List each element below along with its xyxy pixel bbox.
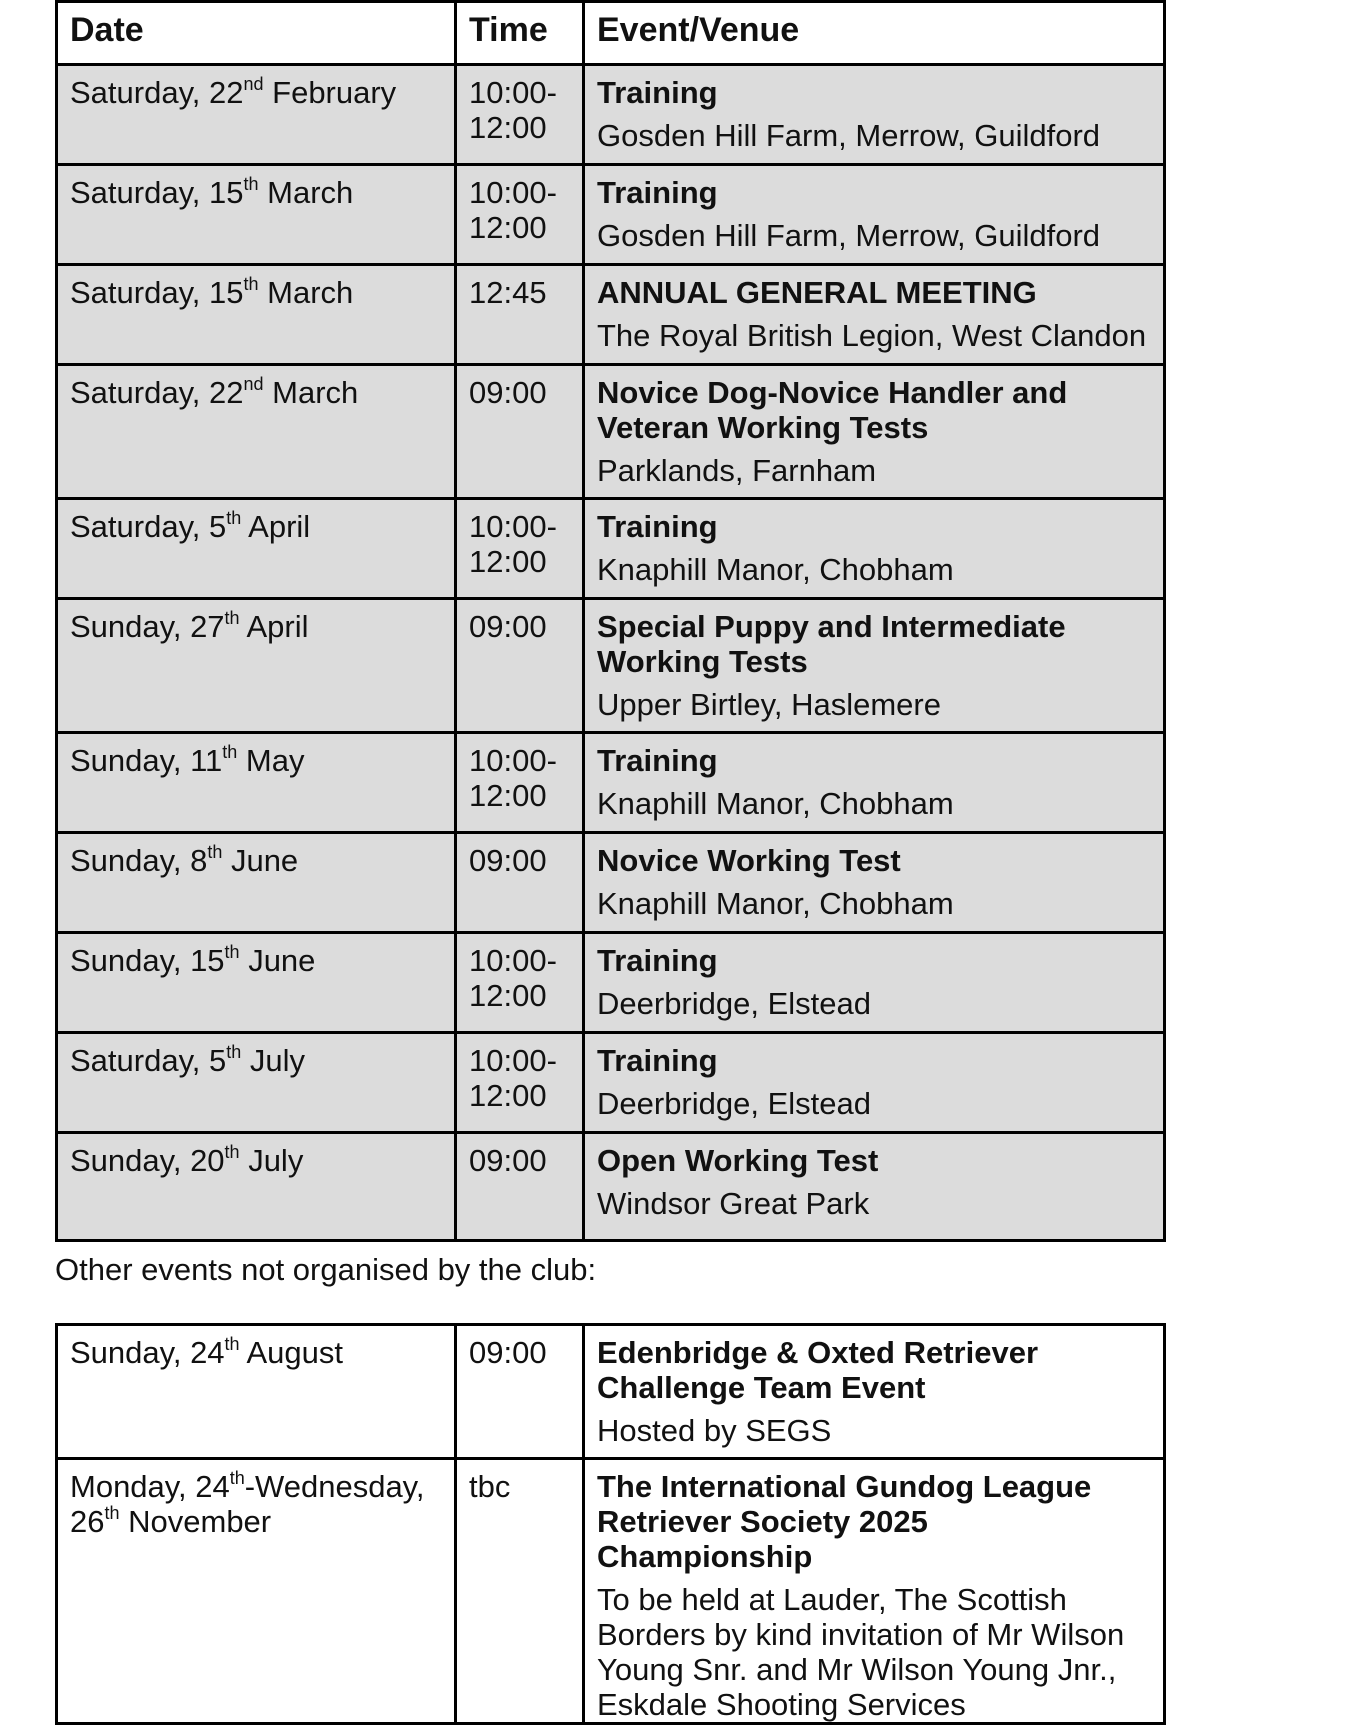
time-value: tbc [469,1469,511,1504]
ordinal-suffix: th [104,1502,120,1523]
event-venue [584,833,1165,933]
event-time [456,65,584,165]
date-day: Sunday, 27 [70,609,225,644]
venue-text: To be held at Lauder, The Scottish Borders by kind invitation of Mr Wilson Young Snr. and Mr Wilson Young Jnr., Eskdale Shooting Services [597,1582,1125,1722]
event-time [456,1133,584,1241]
event-venue [584,1459,1165,1724]
time-value: 10:00- 12:00 [469,75,557,145]
table-row [57,499,1165,599]
event-venue [584,933,1165,1033]
time-value: 09:00 [469,1143,547,1178]
table-row [57,733,1165,833]
event-venue [584,365,1165,499]
header-date: Date [57,2,456,65]
date-part: 26 [70,1504,105,1539]
event-date [57,165,456,265]
date-part: Sunday, 24 [70,1335,225,1370]
ordinal-suffix: th [224,607,240,628]
ordinal-suffix: th [224,1333,240,1354]
ordinal-suffix: th [226,507,242,528]
event-venue [584,65,1165,165]
event-title: Training [597,75,718,110]
club-events-table [55,0,1166,1242]
time-value: 09:00 [469,843,547,878]
time-value: 10:00- 12:00 [469,743,557,813]
event-date [57,733,456,833]
event-time [456,833,584,933]
event-title: Training [597,509,718,544]
date-day: Sunday, 15 [70,943,225,978]
date-day: Saturday, 5 [70,1043,227,1078]
time-value: 10:00- 12:00 [469,509,557,579]
event-venue [584,599,1165,733]
ordinal-suffix: nd [243,73,264,94]
event-venue [584,1325,1165,1459]
date-month: June [248,943,316,978]
time-value: 09:00 [469,1335,547,1370]
other-events-label: Other events not organised by the club: [55,1252,597,1287]
event-title: Training [597,743,718,778]
date-month: April [248,509,311,544]
table-header-row [57,2,1165,65]
date-day: Saturday, 22 [70,375,244,410]
venue-text: Gosden Hill Farm, Merrow, Guildford [597,218,1101,253]
table-row [57,1033,1165,1133]
event-time [456,1325,584,1459]
event-venue [584,499,1165,599]
event-date [57,833,456,933]
table-row [57,365,1165,499]
event-title: Novice Working Test [597,843,901,878]
time-value: 09:00 [469,375,547,410]
date-day: Saturday, 15 [70,175,244,210]
venue-text: Knaphill Manor, Chobham [597,786,954,821]
event-time [456,1459,584,1724]
date-month: March [267,175,354,210]
header-time: Time [456,2,584,65]
date-month: March [267,275,354,310]
event-date [57,499,456,599]
event-time [456,599,584,733]
date-month: July [248,1143,304,1178]
event-title: Special Puppy and Intermediate Working Tests [597,609,1066,679]
date-month: July [249,1043,306,1078]
table-row [57,65,1165,165]
date-day: Sunday, 20 [70,1143,225,1178]
event-time [456,165,584,265]
venue-text: Hosted by SEGS [597,1413,832,1448]
event-date [57,1459,456,1724]
venue-text: Upper Birtley, Haslemere [597,687,941,722]
time-value: 10:00- 12:00 [469,1043,557,1113]
date-month: June [230,843,299,878]
event-time [456,265,584,365]
venue-text: Parklands, Farnham [597,453,877,488]
table-row [57,1459,1165,1724]
ordinal-suffix: th [243,173,259,194]
event-venue [584,1133,1165,1241]
event-time [456,499,584,599]
date-month: August [246,1335,343,1370]
table-row [57,1325,1165,1459]
event-venue [584,265,1165,365]
event-venue [584,733,1165,833]
ordinal-suffix: th [224,1141,240,1162]
venue-text: Windsor Great Park [597,1186,870,1221]
venue-text: Knaphill Manor, Chobham [597,886,954,921]
header-event-venue: Event/Venue [584,2,1165,65]
date-month: February [272,75,397,110]
date-day: Sunday, 11 [70,743,223,778]
event-title: ANNUAL GENERAL MEETING [597,275,1037,310]
event-time [456,365,584,499]
event-title: Training [597,175,718,210]
date-part: Monday, 24 [70,1469,230,1504]
date-day: Sunday, 8 [70,843,208,878]
ordinal-suffix: th [243,273,259,294]
event-title: Training [597,1043,718,1078]
time-value: 10:00- 12:00 [469,943,557,1013]
event-title: Open Working Test [597,1143,879,1178]
venue-text: Gosden Hill Farm, Merrow, Guildford [597,118,1101,153]
date-month: May [245,743,305,778]
event-date [57,265,456,365]
event-time [456,933,584,1033]
date-part: -Wednesday, [244,1469,425,1504]
table-row [57,833,1165,933]
event-title: The International Gundog League Retriever Society 2025 Championship [597,1469,1092,1574]
venue-text: Knaphill Manor, Chobham [597,552,954,587]
event-date [57,599,456,733]
event-date [57,65,456,165]
event-date [57,1033,456,1133]
date-day: Saturday, 22 [70,75,244,110]
ordinal-suffix: th [229,1467,245,1488]
date-month: March [272,375,359,410]
date-day: Saturday, 5 [70,509,227,544]
event-date [57,1133,456,1241]
table-row [57,1133,1165,1241]
event-title: Edenbridge & Oxted Retriever Challenge Team Event [597,1335,1039,1405]
venue-text: Deerbridge, Elstead [597,1086,871,1121]
event-time [456,733,584,833]
time-value: 09:00 [469,609,547,644]
date-month: November [128,1504,272,1539]
event-time [456,1033,584,1133]
table-row [57,165,1165,265]
venue-text: The Royal British Legion, West Clandon [597,318,1147,353]
venue-text: Deerbridge, Elstead [597,986,871,1021]
event-date [57,365,456,499]
event-date [57,1325,456,1459]
table-row [57,599,1165,733]
ordinal-suffix: th [226,1041,242,1062]
ordinal-suffix: nd [243,373,264,394]
event-venue [584,1033,1165,1133]
ordinal-suffix: th [224,941,240,962]
ordinal-suffix: th [222,741,238,762]
other-events-table [55,1323,1166,1725]
time-value: 10:00- 12:00 [469,175,557,245]
event-title: Novice Dog-Novice Handler and Veteran Working Tests [597,375,1068,445]
event-title: Training [597,943,718,978]
table-row [57,933,1165,1033]
table-row [57,265,1165,365]
event-venue [584,165,1165,265]
event-date [57,933,456,1033]
time-value: 12:45 [469,275,547,310]
date-day: Saturday, 15 [70,275,244,310]
date-month: April [246,609,309,644]
ordinal-suffix: th [207,841,223,862]
